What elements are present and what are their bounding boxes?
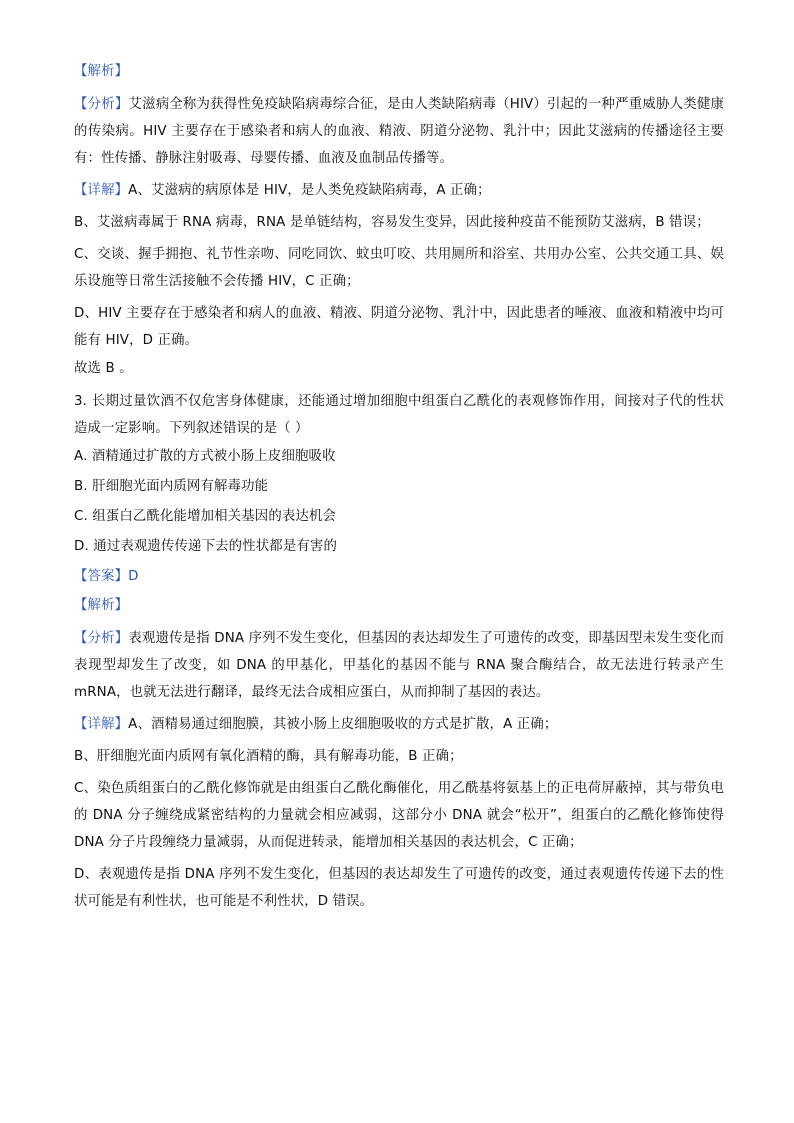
- summary-text: 艾滋病全称为获得性免疫缺陷病毒综合征，是由人类缺陷病毒（HIV）引起的一种严重威胁人类健康的传染病。HIV 主要存在于感染者和病人的血液、精液、阴道分泌物、乳汁中；因此艾滋病的传播途径主要有：性传播、静脉注射吸毒、母婴传播、血液及血制品传播等。: [74, 97, 724, 166]
- detail3-c: C、染色质组蛋白的乙酰化修饰就是由组蛋白乙酰化酶催化，用乙酰基将氨基上的正电荷屏蔽掉，其与带负电的 DNA 分子缠绕成紧密结构的力量就会相应减弱，这部分小 DNA 就会“松开”，组蛋白的乙酰化修饰使得 DNA 分子片段缠绕力量减弱，从而促进转录，能增加相关基因的表达机会，C 正确；: [74, 781, 724, 850]
- analysis3-tag: 【解析】: [74, 598, 129, 613]
- analysis-summary: [74, 91, 724, 172]
- detail-tag: 【详解】: [74, 183, 129, 198]
- option-d: D. 通过表观遗传传递下去的性状都是有害的: [74, 539, 338, 554]
- option-c: C. 组蛋白乙酰化能增加相关基因的表达机会: [74, 509, 337, 524]
- detail3-b: B、肝细胞光面内质网有氧化酒精的酶，具有解毒功能，B 正确；: [74, 749, 463, 764]
- answer: [74, 567, 724, 587]
- detail-a-text: A、艾滋病的病原体是 HIV，是人类免疫缺陷病毒，A 正确；: [128, 183, 491, 198]
- document-content: [74, 62, 724, 920]
- summary3-text: 表观遗传是指 DNA 序列不发生变化，但基因的表达却发生了可遗传的改变，即基因型未发生变化而表现型却发生了改变，如 DNA 的甲基化，甲基化的基因不能与 RNA 聚合酶结合，故无法进行转录产生 mRNA，也就无法进行翻译，最终无法合成相应蛋白，从而抑制了基因的表达。: [74, 631, 724, 700]
- question-stem: 3. 长期过量饮酒不仅危害身体健康，还能通过增加细胞中组蛋白乙酰化的表观修饰作用，间接对子代的性状造成一定影响。下列叙述错误的是（ ）: [74, 394, 724, 436]
- answer-text: 【答案】D: [74, 569, 139, 584]
- analysis3-summary: [74, 625, 724, 706]
- detail-a: [74, 177, 724, 204]
- summary-tag: 【分析】: [74, 97, 129, 112]
- detail-d: D、HIV 主要存在于感染者和病人的血液、精液、阴道分泌物、乳汁中，因此患者的唾液、血液和精液中均可能有 HIV，D 正确。: [74, 306, 724, 348]
- option-b: B. 肝细胞光面内质网有解毒功能: [74, 479, 269, 494]
- detail3-d: D、表观遗传是指 DNA 序列不发生变化，但基因的表达却发生了可遗传的改变，通过表观遗传传递下去的性状可能是有利性状，也可能是不利性状，D 错误。: [74, 867, 724, 909]
- analysis3-heading: [74, 596, 724, 616]
- detail-c: C、交谈、握手拥抱、礼节性亲吻、同吃同饮、蚊虫叮咬、共用厕所和浴室、共用办公室、公共交通工具、娱乐设施等日常生活接触不会传播 HIV，C 正确；: [74, 247, 724, 289]
- analysis-heading: [74, 62, 724, 82]
- detail3-tag: 【详解】: [74, 717, 129, 732]
- option-a: A. 酒精通过扩散的方式被小肠上皮细胞吸收: [74, 449, 336, 464]
- summary3-tag: 【分析】: [74, 631, 129, 646]
- conclusion: 故选 B 。: [74, 361, 133, 376]
- detail3-a-text: A、酒精易通过细胞膜，其被小肠上皮细胞吸收的方式是扩散，A 正确；: [128, 717, 558, 732]
- detail-b: B、艾滋病毒属于 RNA 病毒，RNA 是单链结构，容易发生变异，因此接种疫苗不能预防艾滋病，B 错误；: [74, 215, 710, 230]
- detail3-a: [74, 711, 724, 738]
- analysis-tag: 【解析】: [74, 64, 129, 79]
